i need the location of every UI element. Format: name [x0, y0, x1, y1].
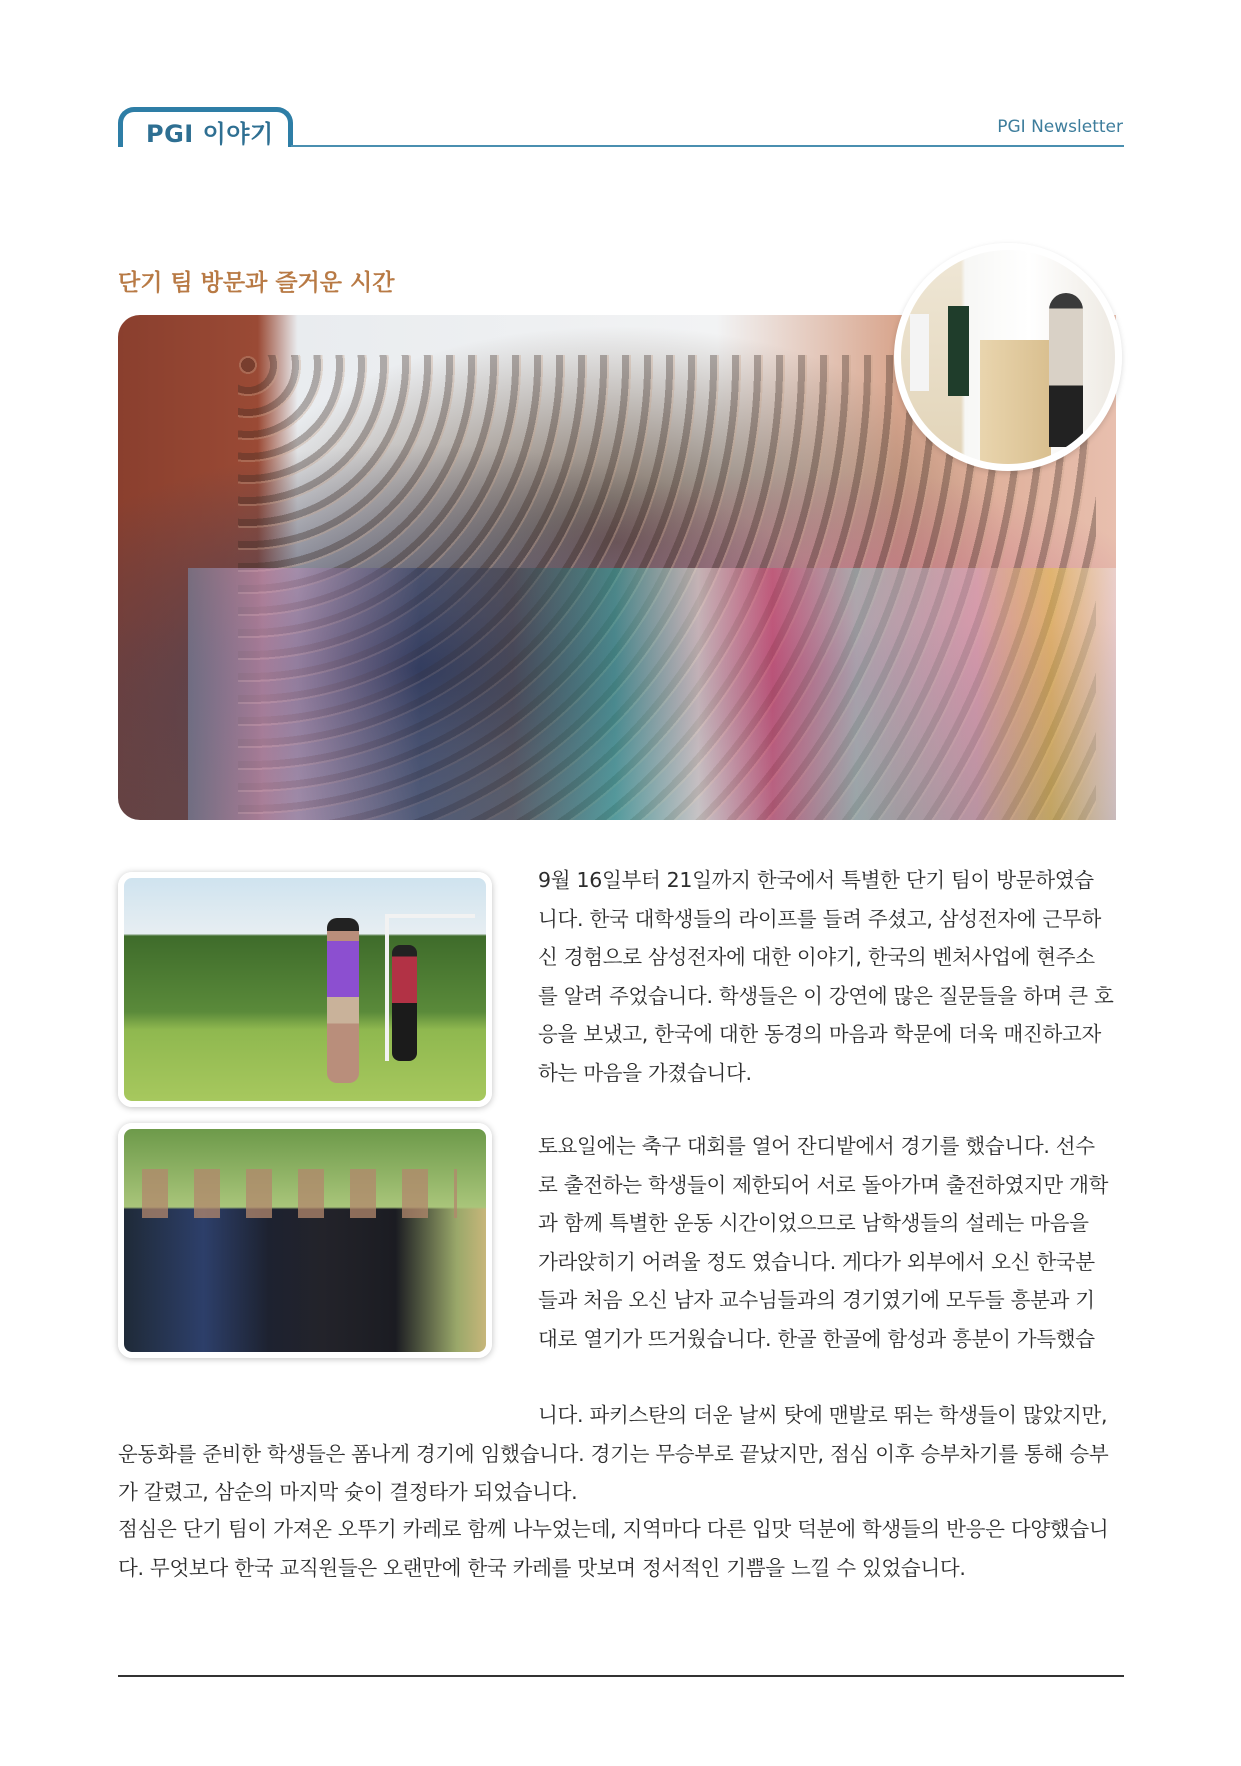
- article-title: 단기 팀 방문과 즐거운 시간: [118, 270, 395, 296]
- text-line: 니다. 한국 대학생들의 라이프를 들려 주셨고, 삼성전자에 근무하: [538, 906, 1102, 931]
- header-rule: [291, 145, 1124, 147]
- text-line: 들과 처음 오신 남자 교수님들과의 경기였기에 모두들 흥분과 기: [538, 1288, 1095, 1312]
- paragraph-soccer-continued: [118, 1396, 1116, 1512]
- text-line: 하는 마음을 가졌습니다.: [538, 1060, 752, 1085]
- text-line: 과 함께 특별한 운동 시간이었으므로 남학생들의 설레는 마음을: [538, 1211, 1089, 1235]
- paragraph-visit: [538, 861, 1116, 1092]
- speaker-figure: [1049, 293, 1083, 447]
- goalkeeper-figure: [392, 945, 417, 1061]
- students-group-photo: [118, 1123, 492, 1358]
- text-line: 가 갈렸고, 삼순의 마지막 슛이 결정타가 되었습니다.: [118, 1480, 578, 1504]
- paragraph-lunch: [118, 1510, 1116, 1587]
- speaker-inset-photo: [894, 243, 1122, 471]
- text-line: 대로 열기가 뜨거웠습니다. 한골 한골에 함성과 흥분이 가득했습: [538, 1326, 1095, 1351]
- text-line: 로 출전하는 학생들이 제한되어 서로 돌아가며 출전하였지만 개학: [538, 1172, 1109, 1197]
- text-line: 가라앉히기 어려울 정도 였습니다. 게다가 외부에서 오신 한국분: [538, 1249, 1095, 1274]
- text-line: 토요일에는 축구 대회를 열어 잔디밭에서 경기를 했습니다. 선수: [538, 1134, 1095, 1158]
- korean-flag: [910, 314, 929, 391]
- text-line: 니다. 파키스탄의 더운 날씨 탓에 맨발로 뛰는 학생들이 많았지만,: [538, 1403, 1108, 1427]
- text-line: 9월 16일부터 21일까지 한국에서 특별한 단기 팀이 방문하였습: [538, 868, 1094, 892]
- group-photo-front-row: [188, 568, 1116, 821]
- soccer-photo: [118, 872, 492, 1107]
- text-line: 다. 무엇보다 한국 교직원들은 오랜만에 한국 카레를 맛보며 정서적인 기쁨을 느낄 수 있었습니다.: [118, 1555, 966, 1580]
- player-figure: [327, 918, 360, 1083]
- podium: [980, 340, 1051, 468]
- paragraph-soccer: [538, 1127, 1116, 1358]
- pakistan-flag: [948, 306, 969, 396]
- footer-rule: [118, 1675, 1124, 1677]
- newsletter-label: PGI Newsletter: [997, 117, 1123, 137]
- section-tab-title: PGI 이야기: [146, 120, 274, 148]
- text-line: 운동화를 준비한 학생들은 폼나게 경기에 임했습니다. 경기는 무승부로 끝났지만, 점심 이후 승부차기를 통해 승부: [118, 1441, 1109, 1466]
- text-line: 신 경험으로 삼성전자에 대한 이야기, 한국의 벤처사업에 현주소: [538, 945, 1095, 969]
- students-faces: [142, 1169, 457, 1218]
- text-line: 응을 보냈고, 한국에 대한 동경의 마음과 학문에 더욱 매진하고자: [538, 1022, 1102, 1046]
- text-line: 점심은 단기 팀이 가져온 오뚜기 카레로 함께 나누었는데, 지역마다 다른 입맛 덕분에 학생들의 반응은 다양했습니: [118, 1517, 1109, 1541]
- text-line: 를 알려 주었습니다. 학생들은 이 강연에 많은 질문들을 하며 큰 호: [538, 983, 1114, 1008]
